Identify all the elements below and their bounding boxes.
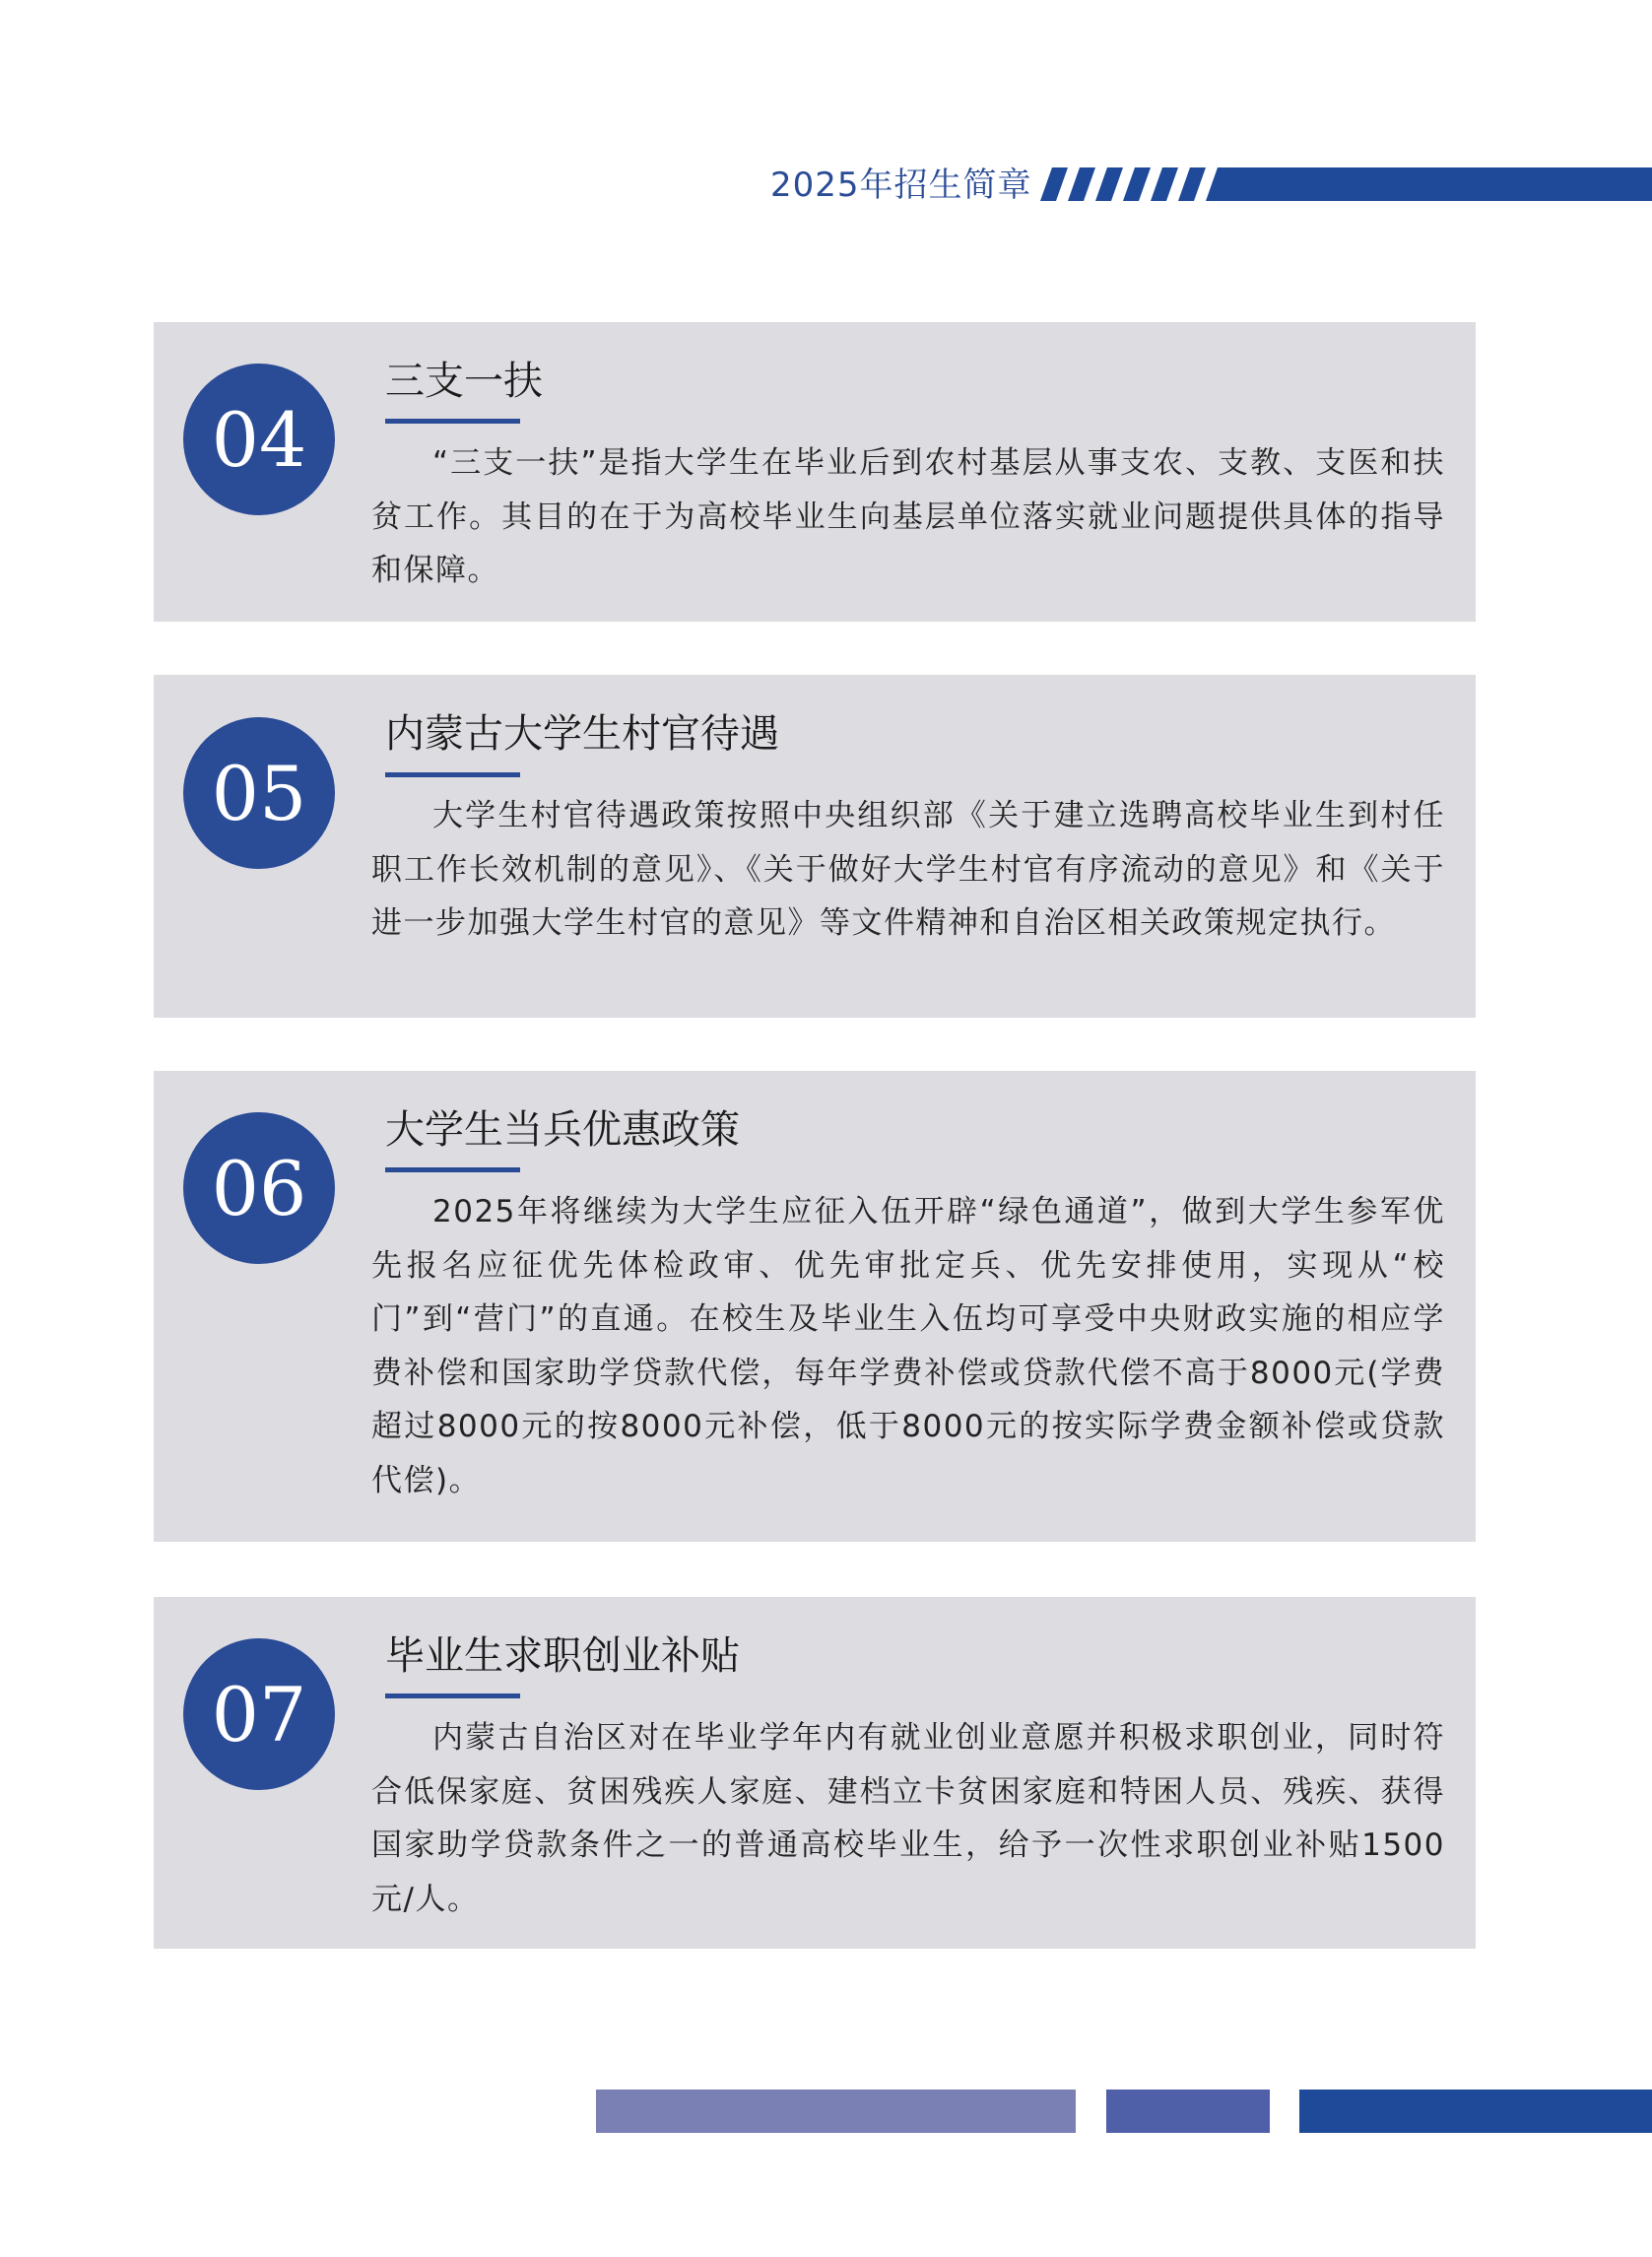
title-underline	[385, 1693, 520, 1698]
section-title: 三支一扶	[385, 359, 543, 404]
section-number-badge: 07	[183, 1638, 335, 1790]
section-title: 毕业生求职创业补贴	[385, 1633, 740, 1679]
header-title: 2025年招生简章	[770, 166, 1032, 205]
footer-bar-dark	[1299, 2090, 1652, 2133]
stripe-bar	[1206, 167, 1652, 201]
title-underline	[385, 419, 520, 424]
stripe	[1123, 167, 1151, 201]
stripe	[1095, 167, 1123, 201]
stripe	[1151, 167, 1178, 201]
section-card-04	[154, 322, 1476, 622]
footer-bar-mid	[1106, 2090, 1270, 2133]
stripe	[1040, 167, 1068, 201]
section-body: 2025年将继续为大学生应征入伍开辟“绿色通道”，做到大学生参军优先报名应征优先体检政审、优先审批定兵、优先安排使用，实现从“校门”到“营门”的直通。在校生及毕业生入伍均可享受中央财政实施的相应学费补偿和国家助学贷款代偿，每年学费补偿或贷款代偿不高于8000元(学费超过8000元的按8000元补偿，低于8000元的按实际学费金额补偿或贷款代偿)。	[371, 1194, 1445, 1498]
title-underline	[385, 772, 520, 777]
footer-bar-light	[596, 2090, 1076, 2133]
section-card-07	[154, 1597, 1476, 1949]
section-body: “三支一扶”是指大学生在毕业后到农村基层从事支农、支教、支医和扶贫工作。其目的在于为高校毕业生向基层单位落实就业问题提供具体的指导和保障。	[371, 445, 1445, 588]
title-underline	[385, 1167, 520, 1172]
stripe	[1178, 167, 1206, 201]
section-card-06	[154, 1071, 1476, 1542]
header-stripes-decoration	[1040, 167, 1652, 201]
section-number-badge: 06	[183, 1112, 335, 1264]
section-number-badge: 05	[183, 717, 335, 869]
section-body: 内蒙古自治区对在毕业学年内有就业创业意愿并积极求职创业，同时符合低保家庭、贫困残疾人家庭、建档立卡贫困家庭和特困人员、残疾、获得国家助学贷款条件之一的普通高校毕业生，给予一次性求职创业补贴1500元/人。	[371, 1720, 1445, 1917]
section-card-05	[154, 675, 1476, 1018]
stripe	[1068, 167, 1095, 201]
section-title: 内蒙古大学生村官待遇	[385, 711, 779, 757]
section-number-badge: 04	[183, 364, 335, 515]
section-title: 大学生当兵优惠政策	[385, 1107, 740, 1153]
section-body: 大学生村官待遇政策按照中央组织部《关于建立选聘高校毕业生到村任职工作长效机制的意见》、《关于做好大学生村官有序流动的意见》和《关于进一步加强大学生村官的意见》等文件精神和自治区相关政策规定执行。	[371, 798, 1445, 941]
